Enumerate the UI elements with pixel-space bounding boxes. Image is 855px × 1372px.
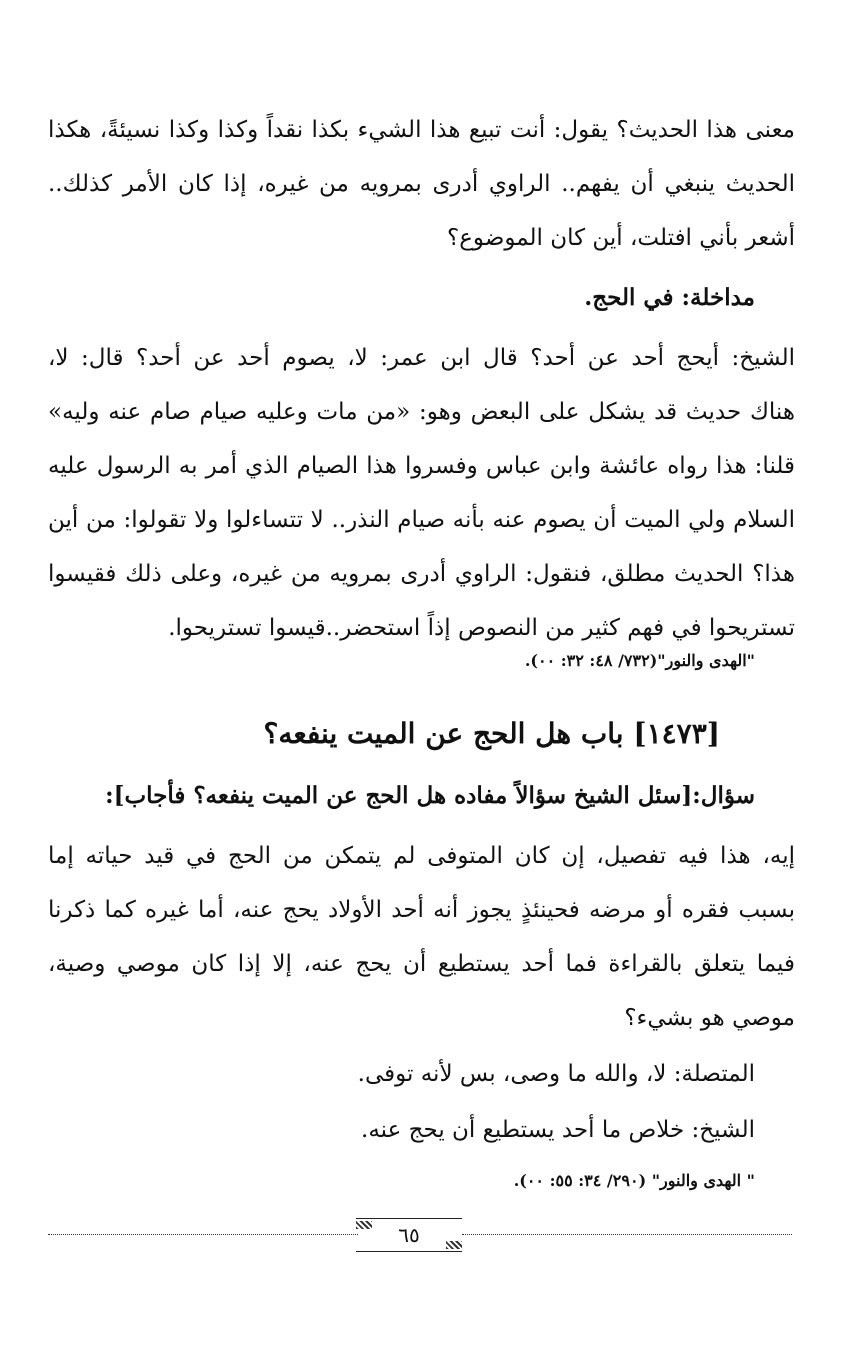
section-title: [١٤٧٣] باب هل الحج عن الميت ينفعه؟ bbox=[263, 717, 720, 750]
sheikh-reply: الشيخ: خلاص ما أحد يستطيع أن يحج عنه. bbox=[361, 1117, 755, 1143]
paragraph-2-line-5: هذا؟ الحديث مطلق، فنقول: الراوي أدرى بمرويه من غيره، وعلى ذلك فقيسوا bbox=[48, 561, 796, 587]
paragraph-2-line-3: قلنا: هذا رواه عائشة وابن عباس وفسروا هذا الصيام الذي أمر به الرسول عليه bbox=[48, 453, 795, 479]
paragraph-2-line-6: تستريحوا في فهم كثير من النصوص إذاً استحضر..قيسوا تستريحوا. bbox=[168, 615, 795, 641]
page-number: ٦٥ bbox=[398, 1223, 420, 1247]
paragraph-2-line-1: الشيخ: أيحج أحد عن أحد؟ قال ابن عمر: لا، يصوم أحد عن أحد؟ قال: لا، bbox=[48, 345, 795, 371]
caller-reply: المتصلة: لا، والله ما وصى، بس لأنه توفى. bbox=[357, 1061, 755, 1087]
page-number-frame bbox=[356, 1218, 462, 1252]
paragraph-2-line-2: هناك حديث قد يشكل على البعض وهو: «من مات وعليه صيام صام عنه وليه» bbox=[48, 399, 795, 425]
question-line: سؤال:[سئل الشيخ سؤالاً مفاده هل الحج عن الميت ينفعه؟ فأجاب]: bbox=[105, 782, 755, 809]
paragraph-1-line-3: أشعر بأني افتلت، أين كان الموضوع؟ bbox=[447, 225, 795, 251]
paragraph-3-line-2: بسبب فقره أو مرضه فحينئذٍ يجوز أنه أحد الأولاد يحج عنه، أما غيره كما ذكرنا bbox=[48, 897, 795, 923]
footer-rule-left bbox=[48, 1234, 358, 1235]
paragraph-1-line-2: الحديث ينبغي أن يفهم.. الراوي أدرى بمرويه من غيره، إذا كان الأمر كذلك.. bbox=[48, 171, 795, 197]
reference-2: " الهدى والنور" (٢٩٠/ ٣٤: ٥٥: ٠٠). bbox=[513, 1171, 755, 1190]
paragraph-3-line-1: إيه، هذا فيه تفصيل، إن كان المتوفى لم يتمكن من الحج في قيد حياته إما bbox=[48, 843, 795, 869]
paragraph-3-line-4: موصي هو بشيء؟ bbox=[624, 1005, 795, 1031]
paragraph-3-line-3: فيما يتعلق بالقراءة فما أحد يستطيع أن يحج عنه، إلا إذا كان موصي وصية، bbox=[48, 951, 795, 977]
paragraph-2-line-4: السلام ولي الميت أن يصوم عنه بأنه صيام النذر.. لا تتساءلوا ولا تقولوا: من أين bbox=[48, 507, 795, 533]
intervention-line: مداخلة: في الحج. bbox=[584, 284, 755, 311]
paragraph-1-line-1: معنى هذا الحديث؟ يقول: أنت تبيع هذا الشيء بكذا نقداً وكذا وكذا نسيئةً، هكذا bbox=[48, 117, 795, 143]
footer-rule-right bbox=[462, 1234, 792, 1235]
reference-1: "الهدى والنور"(٧٣٢/ ٤٨: ٣٢: ٠٠). bbox=[524, 651, 755, 670]
